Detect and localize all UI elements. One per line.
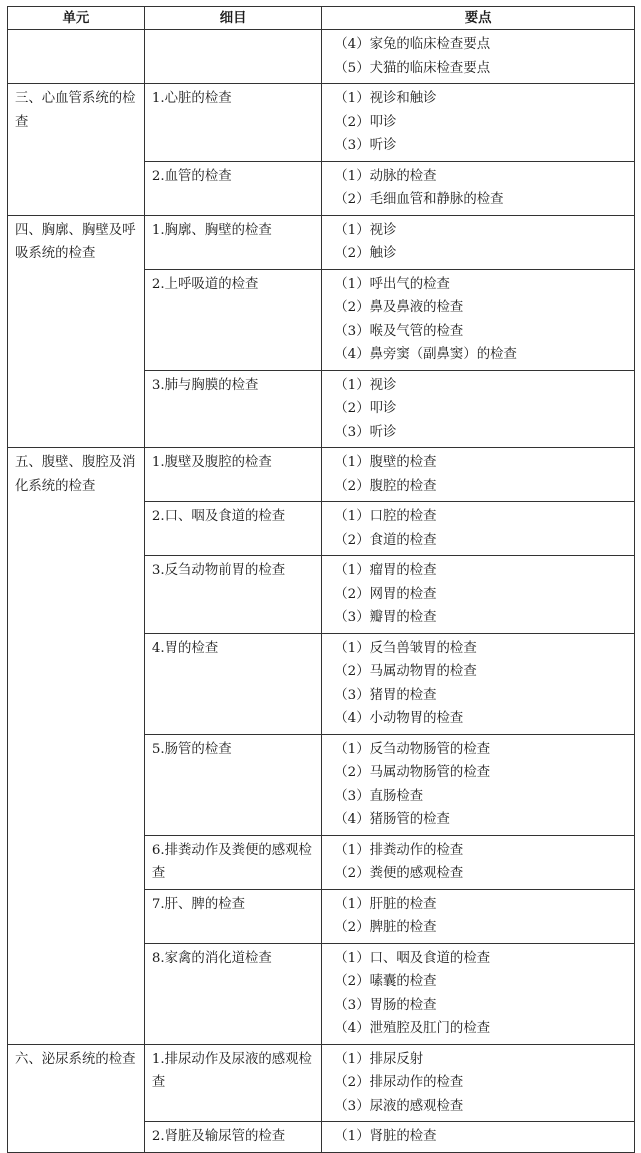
point-item: （3）猪胃的检查 <box>334 687 437 703</box>
table-row <box>8 215 635 269</box>
point-item: （3）听诊 <box>334 424 397 440</box>
point-item: （2）触诊 <box>334 246 397 261</box>
unit-label: 四、胸廓、胸壁及呼吸系统的检查 <box>15 222 136 261</box>
table-row <box>8 448 635 502</box>
table-row <box>8 1044 635 1122</box>
header-points: 要点 <box>322 7 635 30</box>
point-item: （3）胃肠的检查 <box>334 997 437 1013</box>
detail-cell <box>144 889 321 943</box>
header-unit: 单元 <box>8 7 145 30</box>
point-item: （2）网胃的检查 <box>334 586 437 602</box>
detail-cell <box>144 1122 321 1153</box>
point-item: （2）叩诊 <box>334 114 397 130</box>
points-cell <box>322 161 635 215</box>
detail-label: 1.心脏的检查 <box>151 91 232 106</box>
point-item: （2）马属动物胃的检查 <box>334 664 477 679</box>
detail-cell <box>144 502 321 556</box>
point-item: （1）视诊 <box>334 222 397 238</box>
points-cell <box>322 556 635 634</box>
detail-cell <box>144 161 321 215</box>
point-item: （3）直肠检查 <box>334 788 424 804</box>
detail-label: 2.肾脏及输尿管的检查 <box>151 1129 286 1144</box>
point-item: （1）视诊 <box>334 377 397 393</box>
point-item: （1）视诊和触诊 <box>334 91 437 106</box>
point-item: （2）鼻及鼻液的检查 <box>334 300 464 315</box>
point-item: （2）脾脏的检查 <box>334 920 437 935</box>
detail-label: 8.家禽的消化道检查 <box>151 950 272 966</box>
point-item: （3）瓣胃的检查 <box>334 610 437 625</box>
points-cell <box>322 1044 635 1122</box>
point-item: （2）粪便的感观检查 <box>334 866 464 881</box>
detail-cell <box>144 215 321 269</box>
point-item: （1）排粪动作的检查 <box>334 842 464 858</box>
table-header-row <box>8 7 635 30</box>
unit-cell <box>8 215 145 448</box>
detail-cell <box>144 30 321 84</box>
point-item: （2）马属动物肠管的检查 <box>334 765 491 780</box>
point-item: （1）腹壁的检查 <box>334 455 437 470</box>
points-cell <box>322 889 635 943</box>
point-item: （3）喉及气管的检查 <box>334 323 464 339</box>
unit-label: 五、腹壁、腹腔及消化系统的检查 <box>15 455 136 494</box>
points-cell <box>322 1122 635 1153</box>
point-item: （1）呼出气的检查 <box>334 276 450 292</box>
point-item: （1）反刍兽皱胃的检查 <box>334 640 477 656</box>
detail-cell <box>144 943 321 1044</box>
detail-cell <box>144 448 321 502</box>
point-item: （2）嗉囊的检查 <box>334 974 437 989</box>
table-body <box>8 30 635 1153</box>
points-cell <box>322 370 635 448</box>
points-cell <box>322 448 635 502</box>
point-item: （4）小动物胃的检查 <box>334 711 464 726</box>
detail-cell <box>144 734 321 835</box>
point-item: （2）排尿动作的检查 <box>334 1075 464 1090</box>
detail-cell <box>144 633 321 734</box>
detail-label <box>145 30 321 36</box>
point-item: （1）排尿反射 <box>334 1051 424 1067</box>
point-item: （1）肝脏的检查 <box>334 896 437 912</box>
points-cell <box>322 84 635 162</box>
point-item: （4）猪肠管的检查 <box>334 812 450 827</box>
point-item: （1）动脉的检查 <box>334 168 437 184</box>
point-item: （4）泄殖腔及肛门的检查 <box>334 1021 491 1036</box>
point-item: （4）家兔的临床检查要点 <box>334 37 491 52</box>
exam-outline-table <box>7 6 635 1153</box>
point-item: （2）叩诊 <box>334 401 397 416</box>
table-row <box>8 30 635 84</box>
point-item: （2）食道的检查 <box>334 532 437 548</box>
points-cell <box>322 30 635 84</box>
unit-label: 六、泌尿系统的检查 <box>15 1051 136 1067</box>
detail-label: 6.排粪动作及粪便的感观检查 <box>151 842 312 881</box>
point-item: （1）口、咽及食道的检查 <box>334 950 491 966</box>
detail-label: 4.胃的检查 <box>151 640 219 656</box>
point-item: （1）肾脏的检查 <box>334 1129 437 1144</box>
detail-cell <box>144 835 321 889</box>
detail-cell <box>144 84 321 162</box>
points-cell <box>322 633 635 734</box>
detail-label: 2.口、咽及食道的检查 <box>151 509 286 524</box>
detail-cell <box>144 269 321 370</box>
detail-label: 1.排尿动作及尿液的感观检查 <box>151 1051 312 1090</box>
points-cell <box>322 835 635 889</box>
detail-label: 3.反刍动物前胃的检查 <box>151 563 286 578</box>
unit-label <box>8 30 144 36</box>
unit-cell <box>8 448 145 1045</box>
point-item: （1）瘤胃的检查 <box>334 563 437 578</box>
detail-cell <box>144 1044 321 1122</box>
point-item: （2）腹腔的检查 <box>334 478 437 494</box>
points-cell <box>322 502 635 556</box>
table-row <box>8 84 635 162</box>
points-cell <box>322 215 635 269</box>
detail-label: 2.上呼吸道的检查 <box>151 276 259 292</box>
points-cell <box>322 269 635 370</box>
detail-label: 2.血管的检查 <box>151 168 232 184</box>
point-item: （3）尿液的感观检查 <box>334 1098 464 1114</box>
detail-label: 1.腹壁及腹腔的检查 <box>151 455 272 470</box>
unit-cell <box>8 1044 145 1152</box>
point-item: （1）口腔的检查 <box>334 509 437 524</box>
detail-cell <box>144 370 321 448</box>
detail-label: 7.肝、脾的检查 <box>151 896 245 912</box>
unit-cell <box>8 84 145 216</box>
points-cell <box>322 734 635 835</box>
header-detail: 细目 <box>144 7 321 30</box>
point-item: （2）毛细血管和静脉的检查 <box>334 192 504 207</box>
points-cell <box>322 943 635 1044</box>
unit-label: 三、心血管系统的检查 <box>15 91 136 130</box>
detail-label: 1.胸廓、胸壁的检查 <box>151 222 272 238</box>
detail-label: 5.肠管的检查 <box>151 741 232 757</box>
point-item: （3）听诊 <box>334 138 397 153</box>
detail-label: 3.肺与胸膜的检查 <box>151 377 259 393</box>
detail-cell <box>144 556 321 634</box>
point-item: （1）反刍动物肠管的检查 <box>334 741 491 757</box>
point-item: （4）鼻旁窦（副鼻窦）的检查 <box>334 347 517 362</box>
unit-cell <box>8 30 145 84</box>
point-item: （5）犬猫的临床检查要点 <box>334 60 491 76</box>
